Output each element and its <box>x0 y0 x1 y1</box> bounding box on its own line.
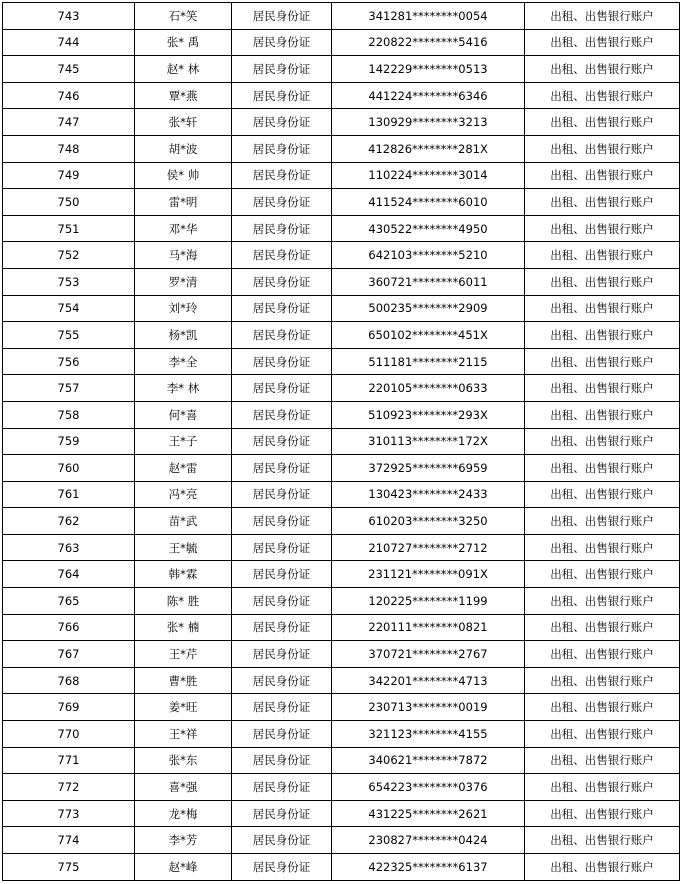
id-number-cell: 340621********7872 <box>332 747 525 774</box>
reason-cell: 出租、出售银行账户 <box>525 721 680 748</box>
id-type-cell: 居民身份证 <box>232 189 332 216</box>
reason-cell: 出租、出售银行账户 <box>525 800 680 827</box>
name-cell: 何*喜 <box>135 401 232 428</box>
reason-cell: 出租、出售银行账户 <box>525 268 680 295</box>
id-type-cell: 居民身份证 <box>232 3 332 30</box>
table-row <box>3 774 680 801</box>
table-row <box>3 455 680 482</box>
table-row <box>3 375 680 402</box>
id-number-cell: 230827********0424 <box>332 827 525 854</box>
name-cell: 韩*霖 <box>135 561 232 588</box>
name-cell: 石*笑 <box>135 3 232 30</box>
table-row <box>3 242 680 269</box>
row-number-cell: 746 <box>3 82 135 109</box>
reason-cell: 出租、出售银行账户 <box>525 295 680 322</box>
row-number-cell: 764 <box>3 561 135 588</box>
row-number-cell: 758 <box>3 401 135 428</box>
name-cell: 陈* 胜 <box>135 588 232 615</box>
table-row <box>3 800 680 827</box>
table-row <box>3 721 680 748</box>
id-number-cell: 220105********0633 <box>332 375 525 402</box>
table-row <box>3 747 680 774</box>
name-cell: 王*芹 <box>135 641 232 668</box>
id-number-cell: 210727********2712 <box>332 534 525 561</box>
reason-cell: 出租、出售银行账户 <box>525 215 680 242</box>
name-cell: 张* 楠 <box>135 614 232 641</box>
id-type-cell: 居民身份证 <box>232 827 332 854</box>
id-number-cell: 441224********6346 <box>332 82 525 109</box>
id-type-cell: 居民身份证 <box>232 747 332 774</box>
table-row <box>3 561 680 588</box>
id-number-cell: 220111********0821 <box>332 614 525 641</box>
name-cell: 罗*清 <box>135 268 232 295</box>
id-type-cell: 居民身份证 <box>232 428 332 455</box>
id-type-cell: 居民身份证 <box>232 135 332 162</box>
row-number-cell: 771 <box>3 747 135 774</box>
record-table-body <box>3 3 680 881</box>
table-row <box>3 3 680 30</box>
id-number-cell: 431225********2621 <box>332 800 525 827</box>
id-type-cell: 居民身份证 <box>232 774 332 801</box>
table-row <box>3 428 680 455</box>
row-number-cell: 768 <box>3 667 135 694</box>
reason-cell: 出租、出售银行账户 <box>525 135 680 162</box>
row-number-cell: 761 <box>3 481 135 508</box>
row-number-cell: 769 <box>3 694 135 721</box>
name-cell: 侯* 帅 <box>135 162 232 189</box>
table-row <box>3 694 680 721</box>
reason-cell: 出租、出售银行账户 <box>525 189 680 216</box>
id-number-cell: 500235********2909 <box>332 295 525 322</box>
row-number-cell: 774 <box>3 827 135 854</box>
id-number-cell: 650102********451X <box>332 322 525 349</box>
id-type-cell: 居民身份证 <box>232 481 332 508</box>
reason-cell: 出租、出售银行账户 <box>525 667 680 694</box>
reason-cell: 出租、出售银行账户 <box>525 588 680 615</box>
name-cell: 曹*胜 <box>135 667 232 694</box>
table-row <box>3 401 680 428</box>
reason-cell: 出租、出售银行账户 <box>525 3 680 30</box>
reason-cell: 出租、出售银行账户 <box>525 827 680 854</box>
id-number-cell: 372925********6959 <box>332 455 525 482</box>
id-type-cell: 居民身份证 <box>232 508 332 535</box>
id-number-cell: 220822********5416 <box>332 29 525 56</box>
id-type-cell: 居民身份证 <box>232 561 332 588</box>
reason-cell: 出租、出售银行账户 <box>525 534 680 561</box>
id-number-cell: 120225********1199 <box>332 588 525 615</box>
table-row <box>3 322 680 349</box>
id-type-cell: 居民身份证 <box>232 348 332 375</box>
reason-cell: 出租、出售银行账户 <box>525 109 680 136</box>
id-type-cell: 居民身份证 <box>232 322 332 349</box>
table-row <box>3 348 680 375</box>
name-cell: 李* 林 <box>135 375 232 402</box>
id-type-cell: 居民身份证 <box>232 694 332 721</box>
row-number-cell: 767 <box>3 641 135 668</box>
id-type-cell: 居民身份证 <box>232 800 332 827</box>
id-type-cell: 居民身份证 <box>232 588 332 615</box>
id-type-cell: 居民身份证 <box>232 215 332 242</box>
table-row <box>3 508 680 535</box>
row-number-cell: 765 <box>3 588 135 615</box>
id-type-cell: 居民身份证 <box>232 82 332 109</box>
name-cell: 姜*旺 <box>135 694 232 721</box>
id-number-cell: 130929********3213 <box>332 109 525 136</box>
name-cell: 胡*波 <box>135 135 232 162</box>
name-cell: 张*轩 <box>135 109 232 136</box>
id-number-cell: 654223********0376 <box>332 774 525 801</box>
id-type-cell: 居民身份证 <box>232 641 332 668</box>
reason-cell: 出租、出售银行账户 <box>525 481 680 508</box>
name-cell: 李*芳 <box>135 827 232 854</box>
table-row <box>3 854 680 881</box>
id-type-cell: 居民身份证 <box>232 268 332 295</box>
id-number-cell: 342201********4713 <box>332 667 525 694</box>
id-number-cell: 230713********0019 <box>332 694 525 721</box>
id-type-cell: 居民身份证 <box>232 455 332 482</box>
reason-cell: 出租、出售银行账户 <box>525 56 680 83</box>
row-number-cell: 773 <box>3 800 135 827</box>
id-number-cell: 642103********5210 <box>332 242 525 269</box>
reason-cell: 出租、出售银行账户 <box>525 774 680 801</box>
id-number-cell: 610203********3250 <box>332 508 525 535</box>
record-table <box>2 2 680 881</box>
table-row <box>3 29 680 56</box>
table-row <box>3 481 680 508</box>
id-number-cell: 360721********6011 <box>332 268 525 295</box>
table-row <box>3 56 680 83</box>
reason-cell: 出租、出售银行账户 <box>525 401 680 428</box>
name-cell: 王*子 <box>135 428 232 455</box>
id-type-cell: 居民身份证 <box>232 29 332 56</box>
id-number-cell: 430522********4950 <box>332 215 525 242</box>
reason-cell: 出租、出售银行账户 <box>525 455 680 482</box>
name-cell: 冯*亮 <box>135 481 232 508</box>
reason-cell: 出租、出售银行账户 <box>525 508 680 535</box>
id-type-cell: 居民身份证 <box>232 854 332 881</box>
id-type-cell: 居民身份证 <box>232 614 332 641</box>
reason-cell: 出租、出售银行账户 <box>525 641 680 668</box>
reason-cell: 出租、出售银行账户 <box>525 348 680 375</box>
name-cell: 王*祥 <box>135 721 232 748</box>
reason-cell: 出租、出售银行账户 <box>525 82 680 109</box>
row-number-cell: 754 <box>3 295 135 322</box>
table-row <box>3 82 680 109</box>
id-type-cell: 居民身份证 <box>232 162 332 189</box>
reason-cell: 出租、出售银行账户 <box>525 614 680 641</box>
id-number-cell: 511181********2115 <box>332 348 525 375</box>
row-number-cell: 745 <box>3 56 135 83</box>
reason-cell: 出租、出售银行账户 <box>525 561 680 588</box>
id-type-cell: 居民身份证 <box>232 721 332 748</box>
reason-cell: 出租、出售银行账户 <box>525 375 680 402</box>
name-cell: 赵*雷 <box>135 455 232 482</box>
reason-cell: 出租、出售银行账户 <box>525 747 680 774</box>
name-cell: 张*东 <box>135 747 232 774</box>
table-row <box>3 534 680 561</box>
id-number-cell: 310113********172X <box>332 428 525 455</box>
name-cell: 杨*凯 <box>135 322 232 349</box>
row-number-cell: 744 <box>3 29 135 56</box>
reason-cell: 出租、出售银行账户 <box>525 242 680 269</box>
id-type-cell: 居民身份证 <box>232 375 332 402</box>
row-number-cell: 760 <box>3 455 135 482</box>
row-number-cell: 775 <box>3 854 135 881</box>
row-number-cell: 762 <box>3 508 135 535</box>
id-type-cell: 居民身份证 <box>232 534 332 561</box>
reason-cell: 出租、出售银行账户 <box>525 854 680 881</box>
id-number-cell: 142229********0513 <box>332 56 525 83</box>
name-cell: 邓*华 <box>135 215 232 242</box>
id-number-cell: 411524********6010 <box>332 189 525 216</box>
name-cell: 王*毓 <box>135 534 232 561</box>
table-row <box>3 641 680 668</box>
table-row <box>3 667 680 694</box>
row-number-cell: 750 <box>3 189 135 216</box>
name-cell: 龙*梅 <box>135 800 232 827</box>
reason-cell: 出租、出售银行账户 <box>525 162 680 189</box>
name-cell: 李*全 <box>135 348 232 375</box>
id-number-cell: 370721********2767 <box>332 641 525 668</box>
id-number-cell: 412826********281X <box>332 135 525 162</box>
id-type-cell: 居民身份证 <box>232 242 332 269</box>
table-row <box>3 268 680 295</box>
id-type-cell: 居民身份证 <box>232 109 332 136</box>
reason-cell: 出租、出售银行账户 <box>525 29 680 56</box>
table-row <box>3 588 680 615</box>
name-cell: 苗*武 <box>135 508 232 535</box>
name-cell: 喜*强 <box>135 774 232 801</box>
row-number-cell: 747 <box>3 109 135 136</box>
name-cell: 覃*燕 <box>135 82 232 109</box>
id-number-cell: 110224********3014 <box>332 162 525 189</box>
name-cell: 赵* 林 <box>135 56 232 83</box>
table-row <box>3 295 680 322</box>
table-row <box>3 827 680 854</box>
row-number-cell: 772 <box>3 774 135 801</box>
name-cell: 马*海 <box>135 242 232 269</box>
table-row <box>3 189 680 216</box>
row-number-cell: 757 <box>3 375 135 402</box>
table-row <box>3 109 680 136</box>
id-number-cell: 422325********6137 <box>332 854 525 881</box>
row-number-cell: 770 <box>3 721 135 748</box>
row-number-cell: 753 <box>3 268 135 295</box>
name-cell: 雷*明 <box>135 189 232 216</box>
row-number-cell: 749 <box>3 162 135 189</box>
row-number-cell: 766 <box>3 614 135 641</box>
table-row <box>3 162 680 189</box>
table-row <box>3 135 680 162</box>
id-type-cell: 居民身份证 <box>232 56 332 83</box>
id-number-cell: 341281********0054 <box>332 3 525 30</box>
name-cell: 刘*玲 <box>135 295 232 322</box>
row-number-cell: 743 <box>3 3 135 30</box>
reason-cell: 出租、出售银行账户 <box>525 694 680 721</box>
table-row <box>3 614 680 641</box>
row-number-cell: 752 <box>3 242 135 269</box>
id-type-cell: 居民身份证 <box>232 401 332 428</box>
row-number-cell: 756 <box>3 348 135 375</box>
table-row <box>3 215 680 242</box>
id-number-cell: 510923********293X <box>332 401 525 428</box>
row-number-cell: 751 <box>3 215 135 242</box>
id-number-cell: 231121********091X <box>332 561 525 588</box>
id-type-cell: 居民身份证 <box>232 667 332 694</box>
reason-cell: 出租、出售银行账户 <box>525 322 680 349</box>
id-number-cell: 321123********4155 <box>332 721 525 748</box>
name-cell: 张* 禹 <box>135 29 232 56</box>
row-number-cell: 759 <box>3 428 135 455</box>
name-cell: 赵*峰 <box>135 854 232 881</box>
id-number-cell: 130423********2433 <box>332 481 525 508</box>
row-number-cell: 748 <box>3 135 135 162</box>
id-type-cell: 居民身份证 <box>232 295 332 322</box>
reason-cell: 出租、出售银行账户 <box>525 428 680 455</box>
row-number-cell: 763 <box>3 534 135 561</box>
row-number-cell: 755 <box>3 322 135 349</box>
